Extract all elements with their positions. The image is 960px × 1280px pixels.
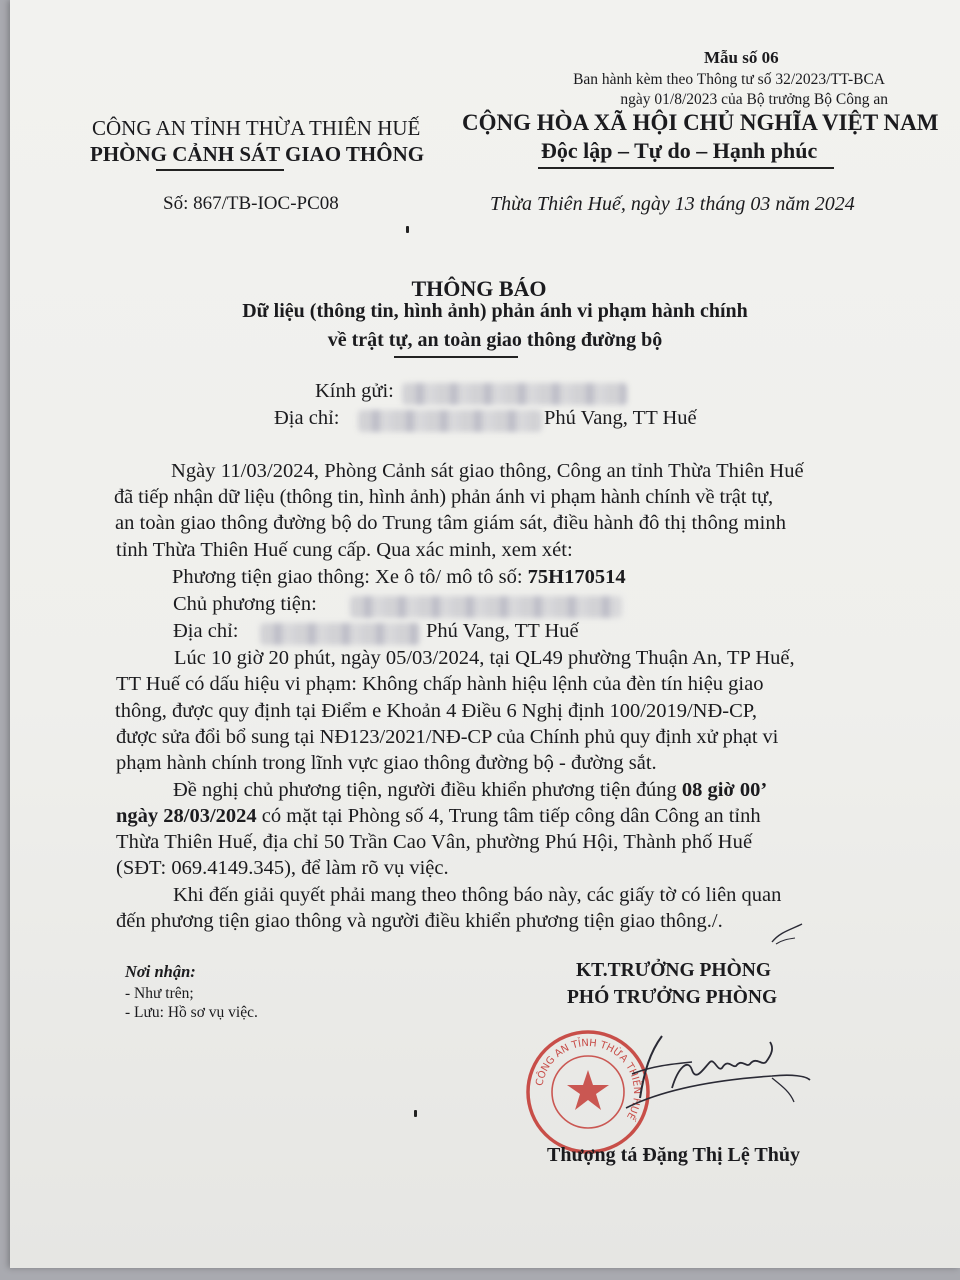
issued-with-line1: Ban hành kèm theo Thông tư số 32/2023/TT-BCA — [573, 71, 885, 88]
p1-line2: đã tiếp nhận dữ liệu (thông tin, hình ảnh) phản ánh vi phạm hành chính về trật tự, — [114, 486, 774, 508]
country-name: CỘNG HÒA XÃ HỘI CHỦ NGHĨA VIỆT NAM — [462, 110, 939, 135]
appointment-date: ngày 28/03/2024 — [116, 805, 257, 827]
redacted-owner-address — [260, 623, 420, 645]
vehicle-line — [172, 566, 626, 589]
handwritten-signature — [622, 1028, 812, 1112]
p1-line1: Ngày 11/03/2024, Phòng Cảnh sát giao thông, Công an tỉnh Thừa Thiên Huế — [171, 460, 804, 482]
ink-dot-2 — [414, 1110, 417, 1117]
agency-parent: CÔNG AN TỈNH THỪA THIÊN HUẾ — [92, 116, 421, 140]
owner-address-label: Địa chỉ: — [173, 620, 239, 642]
p3-line1 — [173, 779, 767, 802]
issued-with-line2: ngày 01/8/2023 của Bộ trưởng Bộ Công an — [620, 91, 888, 108]
national-motto: Độc lập – Tự do – Hạnh phúc — [541, 138, 818, 163]
owner-address-visible: Phú Vang, TT Huế — [426, 620, 579, 642]
place-date: Thừa Thiên Huế, ngày 13 tháng 03 năm 2024 — [490, 193, 855, 215]
document-page — [10, 0, 960, 1268]
p3-line4: (SĐT: 069.4149.345), để làm rõ vụ việc. — [116, 857, 449, 879]
recipient-item-1: - Như trên; — [125, 985, 194, 1002]
document-number: Số: 867/TB-IOC-PC08 — [163, 193, 339, 214]
p4-line2: đến phương tiện giao thông và người điều khiển phương tiện giao thông./. — [116, 910, 723, 932]
signer-name: Thượng tá Đặng Thị Lệ Thủy — [547, 1144, 800, 1166]
motto-underline — [538, 167, 834, 169]
appointment-time: 08 giờ 00’ — [681, 779, 768, 801]
addressee-label: Kính gửi: — [315, 380, 394, 402]
agency-underline — [156, 169, 284, 171]
p3-line2 — [116, 805, 761, 828]
owner-label: Chủ phương tiện: — [173, 593, 317, 615]
form-number: Mẫu số 06 — [704, 48, 779, 67]
p3-line3: Thừa Thiên Huế, địa chỉ 50 Trần Cao Vân, phường Phú Hội, Thành phố Huế — [116, 831, 753, 853]
p2-line2: TT Huế có dấu hiệu vi phạm: Không chấp hành hiệu lệnh của đèn tín hiệu giao — [116, 673, 764, 695]
title-underline — [394, 356, 518, 358]
p1-line3: an toàn giao thông đường bộ do Trung tâm giám sát, điều hành đô thị thông minh — [115, 512, 786, 534]
p2-line5: phạm hành chính trong lĩnh vực giao thông đường bộ - đường sắt. — [116, 752, 657, 774]
p3-line1-text: Đề nghị chủ phương tiện, người điều khiển phương tiện đúng — [173, 779, 682, 801]
signature-title-2: PHÓ TRƯỞNG PHÒNG — [567, 987, 778, 1008]
p2-line3: thông, được quy định tại Điểm e Khoản 4 Điều 6 Nghị định 100/2019/NĐ-CP, — [115, 700, 758, 722]
signature-title-1: KT.TRƯỞNG PHÒNG — [576, 960, 771, 981]
redacted-address — [358, 410, 542, 432]
address-visible: Phú Vang, TT Huế — [544, 407, 697, 429]
subtitle-line1: Dữ liệu (thông tin, hình ảnh) phản ánh vi phạm hành chính — [242, 300, 748, 322]
p2-line1: Lúc 10 giờ 20 phút, ngày 05/03/2024, tại QL49 phường Thuận An, TP Huế, — [174, 647, 795, 669]
vehicle-plate: 75H170514 — [527, 566, 626, 588]
agency-name: PHÒNG CẢNH SÁT GIAO THÔNG — [90, 142, 425, 166]
recipient-item-2: - Lưu: Hồ sơ vụ việc. — [125, 1004, 258, 1021]
p2-line4: được sửa đổi bổ sung tại NĐ123/2021/NĐ-CP của Chính phủ quy định xử phạt vi — [116, 726, 779, 748]
document-title: THÔNG BÁO — [411, 276, 547, 301]
address-label: Địa chỉ: — [274, 407, 340, 429]
ink-tick — [768, 920, 808, 950]
subtitle-line2: về trật tự, an toàn giao thông đường bộ — [327, 329, 663, 351]
ink-dot — [406, 226, 409, 233]
p3-line2-text: có mặt tại Phòng số 4, Trung tâm tiếp công dân Công an tỉnh — [256, 805, 761, 827]
redacted-owner — [350, 596, 622, 618]
p4-line1: Khi đến giải quyết phải mang theo thông báo này, các giấy tờ có liên quan — [173, 884, 782, 906]
seal-text: CÔNG AN TỈNH THỪA THIÊN HUẾ — [534, 1037, 643, 1122]
p1-line4: tỉnh Thừa Thiên Huế cung cấp. Qua xác minh, xem xét: — [116, 539, 573, 561]
recipients-label: Nơi nhận: — [125, 962, 196, 981]
redacted-addressee — [402, 383, 627, 405]
vehicle-label: Phương tiện giao thông: Xe ô tô/ mô tô số: — [172, 566, 528, 588]
